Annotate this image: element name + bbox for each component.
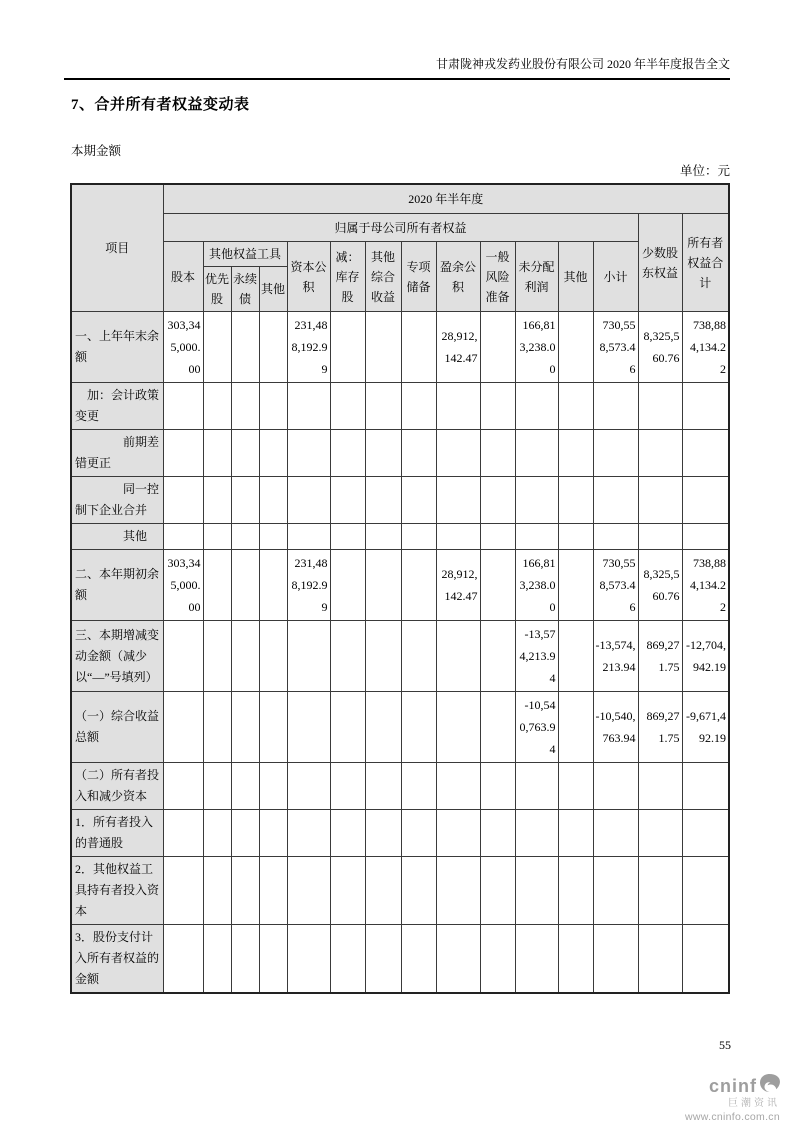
value-cell xyxy=(480,810,515,857)
value-cell xyxy=(682,430,729,477)
value-cell xyxy=(287,692,330,763)
value-cell xyxy=(436,383,480,430)
col-header-preferred-shares: 优先股 xyxy=(203,267,231,312)
value-cell xyxy=(593,430,638,477)
document-header: 甘肃陇神戎发药业股份有限公司 2020 年半年度报告全文 xyxy=(435,57,730,71)
value-cell xyxy=(287,430,330,477)
row-label: 前期差错更正 xyxy=(71,430,163,477)
header-row-columns xyxy=(71,242,729,267)
table-row xyxy=(71,857,729,925)
value-cell: 166,813,238.00 xyxy=(515,550,558,621)
value-cell xyxy=(515,763,558,810)
value-cell xyxy=(287,857,330,925)
col-header-parent-equity: 归属于母公司所有者权益 xyxy=(163,214,638,242)
value-cell xyxy=(330,383,365,430)
value-cell: 730,558,573.46 xyxy=(593,312,638,383)
value-cell xyxy=(682,925,729,994)
value-cell xyxy=(558,430,593,477)
value-cell xyxy=(558,383,593,430)
value-cell xyxy=(515,925,558,994)
value-cell xyxy=(259,810,287,857)
value-cell xyxy=(163,383,203,430)
value-cell xyxy=(558,550,593,621)
value-cell xyxy=(365,692,401,763)
value-cell xyxy=(480,430,515,477)
value-cell xyxy=(638,430,682,477)
value-cell xyxy=(515,383,558,430)
value-cell xyxy=(638,857,682,925)
row-label: 加：会计政策变更 xyxy=(71,383,163,430)
value-cell xyxy=(480,383,515,430)
value-cell xyxy=(682,763,729,810)
value-cell xyxy=(593,524,638,550)
value-cell xyxy=(515,430,558,477)
value-cell xyxy=(480,621,515,692)
value-cell xyxy=(593,763,638,810)
row-label: （二）所有者投入和减少资本 xyxy=(71,763,163,810)
value-cell xyxy=(593,857,638,925)
cninfo-logo-top xyxy=(685,1074,780,1097)
value-cell xyxy=(259,763,287,810)
value-cell xyxy=(231,550,259,621)
value-cell xyxy=(480,857,515,925)
value-cell xyxy=(593,810,638,857)
value-cell xyxy=(287,477,330,524)
value-cell xyxy=(259,383,287,430)
value-cell xyxy=(330,621,365,692)
row-label: 2．其他权益工具持有者投入资本 xyxy=(71,857,163,925)
unit-label: 单位：元 xyxy=(679,164,730,178)
equity-change-table xyxy=(70,183,730,994)
value-cell xyxy=(401,430,436,477)
value-cell xyxy=(231,692,259,763)
value-cell xyxy=(365,430,401,477)
row-label: 同一控制下企业合并 xyxy=(71,477,163,524)
page-number: 55 xyxy=(719,1038,731,1052)
header-divider xyxy=(64,78,730,80)
col-header-other: 其他 xyxy=(558,242,593,312)
table-row xyxy=(71,383,729,430)
col-header-item: 项目 xyxy=(71,184,163,312)
value-cell xyxy=(287,621,330,692)
value-cell: -10,540,763.94 xyxy=(515,692,558,763)
value-cell xyxy=(558,524,593,550)
value-cell xyxy=(203,857,231,925)
value-cell xyxy=(365,763,401,810)
value-cell xyxy=(231,430,259,477)
value-cell xyxy=(436,810,480,857)
value-cell xyxy=(401,312,436,383)
value-cell xyxy=(287,810,330,857)
col-header-surplus-reserve: 盈余公积 xyxy=(436,242,480,312)
value-cell xyxy=(330,810,365,857)
value-cell xyxy=(638,524,682,550)
row-label: 1．所有者投入的普通股 xyxy=(71,810,163,857)
value-cell xyxy=(231,312,259,383)
value-cell xyxy=(558,312,593,383)
value-cell xyxy=(401,550,436,621)
value-cell xyxy=(436,925,480,994)
value-cell xyxy=(163,524,203,550)
row-label: 3．股份支付计入所有者权益的金额 xyxy=(71,925,163,994)
value-cell: 303,345,000.00 xyxy=(163,550,203,621)
value-cell xyxy=(287,763,330,810)
period-subtitle: 本期金额 xyxy=(71,144,122,158)
col-header-period: 2020 年半年度 xyxy=(163,184,729,214)
value-cell xyxy=(231,524,259,550)
value-cell xyxy=(638,925,682,994)
value-cell xyxy=(231,477,259,524)
row-label: 二、本年期初余额 xyxy=(71,550,163,621)
value-cell xyxy=(401,383,436,430)
cninfo-name-cn: 巨潮资讯 xyxy=(728,1098,780,1109)
value-cell xyxy=(330,692,365,763)
value-cell xyxy=(203,621,231,692)
cninfo-swirl-icon xyxy=(759,1074,780,1097)
value-cell xyxy=(365,857,401,925)
value-cell: -10,540,763.94 xyxy=(593,692,638,763)
value-cell xyxy=(480,763,515,810)
value-cell xyxy=(163,925,203,994)
value-cell xyxy=(365,621,401,692)
value-cell xyxy=(203,383,231,430)
col-header-other-comprehensive-income: 其他综合收益 xyxy=(365,242,401,312)
value-cell xyxy=(436,621,480,692)
value-cell: -13,574,213.94 xyxy=(515,621,558,692)
value-cell xyxy=(259,857,287,925)
value-cell xyxy=(682,857,729,925)
value-cell xyxy=(401,810,436,857)
value-cell xyxy=(401,857,436,925)
value-cell xyxy=(515,524,558,550)
value-cell xyxy=(401,763,436,810)
col-header-share-capital: 股本 xyxy=(163,242,203,312)
value-cell xyxy=(401,692,436,763)
value-cell: -9,671,492.19 xyxy=(682,692,729,763)
value-cell xyxy=(231,925,259,994)
value-cell xyxy=(231,621,259,692)
value-cell xyxy=(330,763,365,810)
value-cell xyxy=(365,312,401,383)
value-cell xyxy=(330,477,365,524)
value-cell: 303,345,000.00 xyxy=(163,312,203,383)
value-cell xyxy=(203,312,231,383)
value-cell: 28,912,142.47 xyxy=(436,312,480,383)
value-cell xyxy=(558,810,593,857)
value-cell: 8,325,560.76 xyxy=(638,312,682,383)
value-cell: -12,704,942.19 xyxy=(682,621,729,692)
value-cell xyxy=(436,763,480,810)
col-header-perpetual-bonds: 永续债 xyxy=(231,267,259,312)
value-cell xyxy=(163,692,203,763)
value-cell xyxy=(436,692,480,763)
value-cell xyxy=(682,524,729,550)
value-cell: 8,325,560.76 xyxy=(638,550,682,621)
cninfo-brand-text: cninf xyxy=(709,1075,757,1096)
col-header-minority-interest: 少数股东权益 xyxy=(638,214,682,312)
value-cell xyxy=(638,477,682,524)
value-cell xyxy=(163,763,203,810)
value-cell xyxy=(436,430,480,477)
value-cell xyxy=(593,383,638,430)
value-cell xyxy=(287,925,330,994)
value-cell xyxy=(203,430,231,477)
value-cell xyxy=(365,550,401,621)
value-cell xyxy=(480,925,515,994)
value-cell xyxy=(436,524,480,550)
col-header-other-equity-instruments: 其他权益工具 xyxy=(203,242,287,267)
value-cell xyxy=(558,925,593,994)
row-label: （一）综合收益总额 xyxy=(71,692,163,763)
value-cell: 166,813,238.00 xyxy=(515,312,558,383)
value-cell xyxy=(259,550,287,621)
value-cell: 231,488,192.99 xyxy=(287,312,330,383)
equity-table-head xyxy=(71,184,729,312)
value-cell: 28,912,142.47 xyxy=(436,550,480,621)
value-cell xyxy=(515,810,558,857)
value-cell: 869,271.75 xyxy=(638,621,682,692)
value-cell xyxy=(365,477,401,524)
cninfo-logo xyxy=(685,1074,780,1122)
value-cell xyxy=(330,430,365,477)
value-cell: 231,488,192.99 xyxy=(287,550,330,621)
value-cell xyxy=(330,312,365,383)
value-cell: 738,884,134.22 xyxy=(682,550,729,621)
value-cell xyxy=(330,925,365,994)
value-cell xyxy=(163,430,203,477)
row-label: 三、本期增减变动金额（减少以“—”号填列） xyxy=(71,621,163,692)
value-cell: 738,884,134.22 xyxy=(682,312,729,383)
value-cell xyxy=(558,763,593,810)
value-cell xyxy=(203,524,231,550)
value-cell xyxy=(259,524,287,550)
value-cell xyxy=(259,477,287,524)
value-cell xyxy=(515,857,558,925)
value-cell xyxy=(330,550,365,621)
col-header-capital-reserve: 资本公积 xyxy=(287,242,330,312)
value-cell xyxy=(330,524,365,550)
table-row xyxy=(71,430,729,477)
table-row xyxy=(71,312,729,383)
value-cell xyxy=(231,857,259,925)
value-cell xyxy=(480,312,515,383)
value-cell xyxy=(203,810,231,857)
value-cell xyxy=(163,477,203,524)
col-header-total-equity: 所有者权益合计 xyxy=(682,214,729,312)
table-row xyxy=(71,810,729,857)
col-header-other-instrument: 其他 xyxy=(259,267,287,312)
value-cell xyxy=(365,524,401,550)
equity-table-body xyxy=(71,312,729,994)
value-cell xyxy=(203,550,231,621)
value-cell xyxy=(682,383,729,430)
col-header-less-treasury-shares: 减：库存股 xyxy=(330,242,365,312)
value-cell xyxy=(480,477,515,524)
table-row xyxy=(71,621,729,692)
cninfo-url: www.cninfo.com.cn xyxy=(685,1111,780,1122)
value-cell xyxy=(401,524,436,550)
value-cell xyxy=(401,477,436,524)
row-label: 一、上年年末余额 xyxy=(71,312,163,383)
value-cell xyxy=(163,621,203,692)
value-cell xyxy=(480,550,515,621)
value-cell xyxy=(231,810,259,857)
value-cell xyxy=(365,810,401,857)
value-cell xyxy=(231,763,259,810)
value-cell xyxy=(163,857,203,925)
value-cell xyxy=(287,383,330,430)
value-cell: 869,271.75 xyxy=(638,692,682,763)
value-cell xyxy=(163,810,203,857)
col-header-general-risk-reserve: 一般风险准备 xyxy=(480,242,515,312)
value-cell xyxy=(203,763,231,810)
value-cell xyxy=(259,430,287,477)
table-row xyxy=(71,477,729,524)
value-cell xyxy=(203,692,231,763)
value-cell xyxy=(259,621,287,692)
value-cell xyxy=(203,477,231,524)
value-cell xyxy=(682,477,729,524)
value-cell xyxy=(259,925,287,994)
value-cell xyxy=(638,383,682,430)
value-cell xyxy=(259,692,287,763)
value-cell xyxy=(558,857,593,925)
table-row xyxy=(71,925,729,994)
value-cell xyxy=(365,383,401,430)
value-cell xyxy=(259,312,287,383)
col-header-undistributed-profit: 未分配利润 xyxy=(515,242,558,312)
value-cell xyxy=(231,383,259,430)
table-row xyxy=(71,550,729,621)
table-row xyxy=(71,692,729,763)
section-title: 7、合并所有者权益变动表 xyxy=(71,97,250,113)
value-cell xyxy=(480,524,515,550)
value-cell xyxy=(558,477,593,524)
value-cell xyxy=(436,477,480,524)
value-cell xyxy=(401,621,436,692)
value-cell xyxy=(515,477,558,524)
value-cell xyxy=(638,763,682,810)
value-cell xyxy=(558,621,593,692)
value-cell: -13,574,213.94 xyxy=(593,621,638,692)
value-cell xyxy=(330,857,365,925)
value-cell: 730,558,573.46 xyxy=(593,550,638,621)
value-cell xyxy=(365,925,401,994)
value-cell xyxy=(593,925,638,994)
value-cell xyxy=(436,857,480,925)
value-cell xyxy=(593,477,638,524)
value-cell xyxy=(203,925,231,994)
value-cell xyxy=(287,524,330,550)
value-cell xyxy=(480,692,515,763)
col-header-special-reserve: 专项储备 xyxy=(401,242,436,312)
value-cell xyxy=(401,925,436,994)
value-cell xyxy=(638,810,682,857)
header-row-groups xyxy=(71,214,729,242)
value-cell xyxy=(558,692,593,763)
col-header-subtotal: 小计 xyxy=(593,242,638,312)
header-row-period xyxy=(71,184,729,214)
row-label: 其他 xyxy=(71,524,163,550)
table-row xyxy=(71,524,729,550)
value-cell xyxy=(682,810,729,857)
table-row xyxy=(71,763,729,810)
